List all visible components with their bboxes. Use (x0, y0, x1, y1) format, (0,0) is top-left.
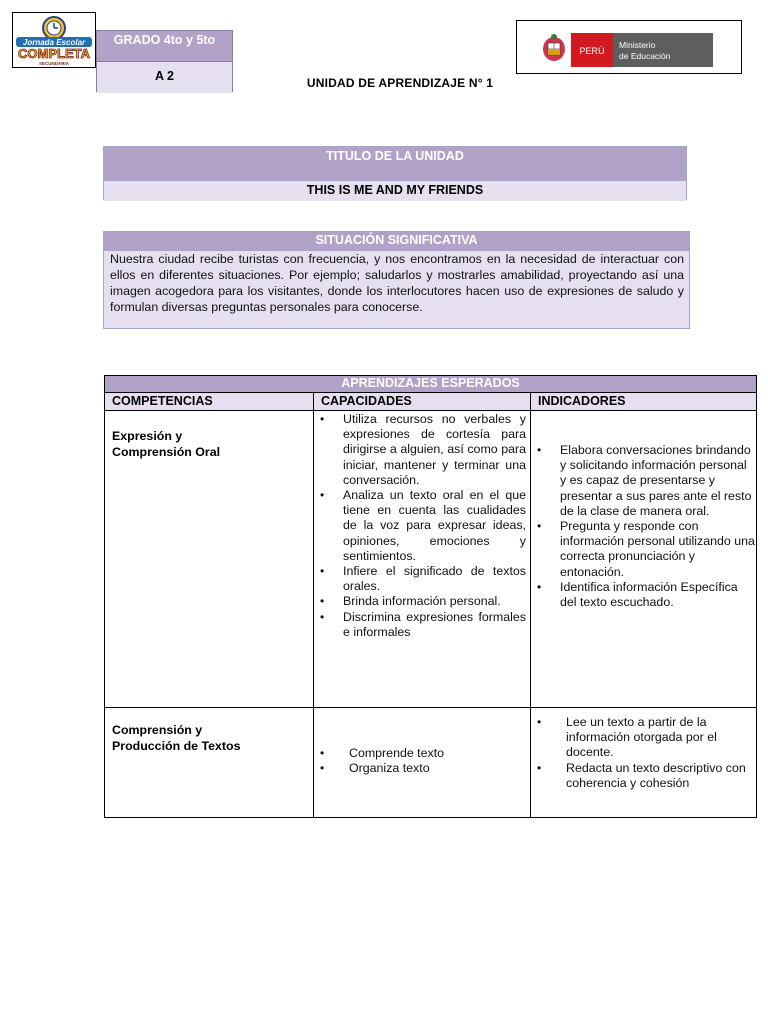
capacity-item: • Organiza texto (314, 761, 530, 776)
unit-heading: TITULO DE LA UNIDAD (104, 147, 686, 181)
situation-box (103, 231, 690, 329)
peru-coat-of-arms-icon (543, 34, 565, 61)
minedu-line1: Ministerio (619, 40, 656, 50)
indicators-cell (531, 411, 757, 708)
level-label: A 2 (97, 61, 232, 93)
competence-line: Comprensión y (112, 723, 203, 737)
unit-title-box (103, 146, 687, 200)
minedu-country: PERÚ (579, 46, 605, 56)
indicator-item: • Lee un texto a partir de la información otorgada por el docente. (531, 715, 756, 761)
competence-cell (105, 708, 314, 818)
capacities-cell (314, 411, 531, 708)
situation-text: Nuestra ciudad recibe turistas con frecuencia, y nos encontramos en la necesidad de interactuar con ellos en diferentes situaciones. Por ejemplo; saludarlos y mostrarles amabilidad, proyectando así una imagen acogedora para los visitantes, donde los interlocutores hacen uso de expresiones de saludo y formulan diversas preguntas personales para conocerse. (110, 252, 684, 314)
capacity-item: • Discrimina expresiones formales e informales (314, 610, 530, 640)
grade-label: GRADO 4to y 5to (97, 31, 232, 61)
indicator-item: • Elabora conversaciones brindando y solicitando información personal y es capaz de presentarse y presentar a sus pares ante el resto de la clase de manera oral. (531, 443, 756, 519)
table-row (105, 708, 757, 818)
capacity-item: • Comprende texto (314, 746, 530, 761)
capacities-cell (314, 708, 531, 818)
column-header-indicadores: INDICADORES (531, 393, 757, 411)
jec-logo-line2: COMPLETA (18, 46, 90, 61)
situation-heading: SITUACIÓN SIGNIFICATIVA (104, 232, 689, 251)
indicator-item: • Identifica información Específica del texto escuchado. (531, 580, 756, 610)
capacity-item: • Utiliza recursos no verbales y expresiones de cortesía para dirigirse a alguien, así como para iniciar, mantener y terminar una conversación. (314, 412, 530, 488)
competence-line: Comprensión Oral (112, 445, 221, 459)
document-title: UNIDAD DE APRENDIZAJE N° 1 (306, 76, 494, 90)
competence-line: Expresión y (112, 429, 183, 443)
jec-logo-line3: SECUNDARIA (38, 61, 70, 66)
minedu-line2: de Educación (619, 51, 671, 61)
indicators-cell (531, 708, 757, 818)
grade-box (96, 30, 233, 92)
table-header-row (105, 393, 757, 411)
indicator-item: • Pregunta y responde con información personal utilizando una correcta pronunciación y entonación. (531, 519, 756, 580)
capacity-item: • Infiere el significado de textos orales. (314, 564, 530, 594)
jec-logo (12, 12, 96, 68)
indicator-item: • Redacta un texto descriptivo con coherencia y cohesión (531, 761, 756, 791)
minedu-logo-graphic (517, 21, 741, 73)
capacity-item: • Brinda información personal. (314, 594, 530, 609)
learning-table-heading: APRENDIZAJES ESPERADOS (105, 376, 757, 393)
competence-line: Producción de Textos (112, 739, 241, 753)
column-header-competencias: COMPETENCIAS (105, 393, 314, 411)
learning-table (104, 375, 756, 817)
jec-logo-graphic (13, 13, 95, 67)
jec-logo-line1: Jornada Escolar (22, 38, 86, 47)
minedu-logo (516, 20, 742, 74)
column-header-capacidades: CAPACIDADES (314, 393, 531, 411)
capacity-item: • Analiza un texto oral en el que tiene en cuenta las cualidades de la voz para expresar ideas, opiniones, emociones y sentimientos. (314, 488, 530, 564)
unit-title: THIS IS ME AND MY FRIENDS (104, 181, 686, 201)
table-row (105, 411, 757, 708)
competence-cell (105, 411, 314, 708)
